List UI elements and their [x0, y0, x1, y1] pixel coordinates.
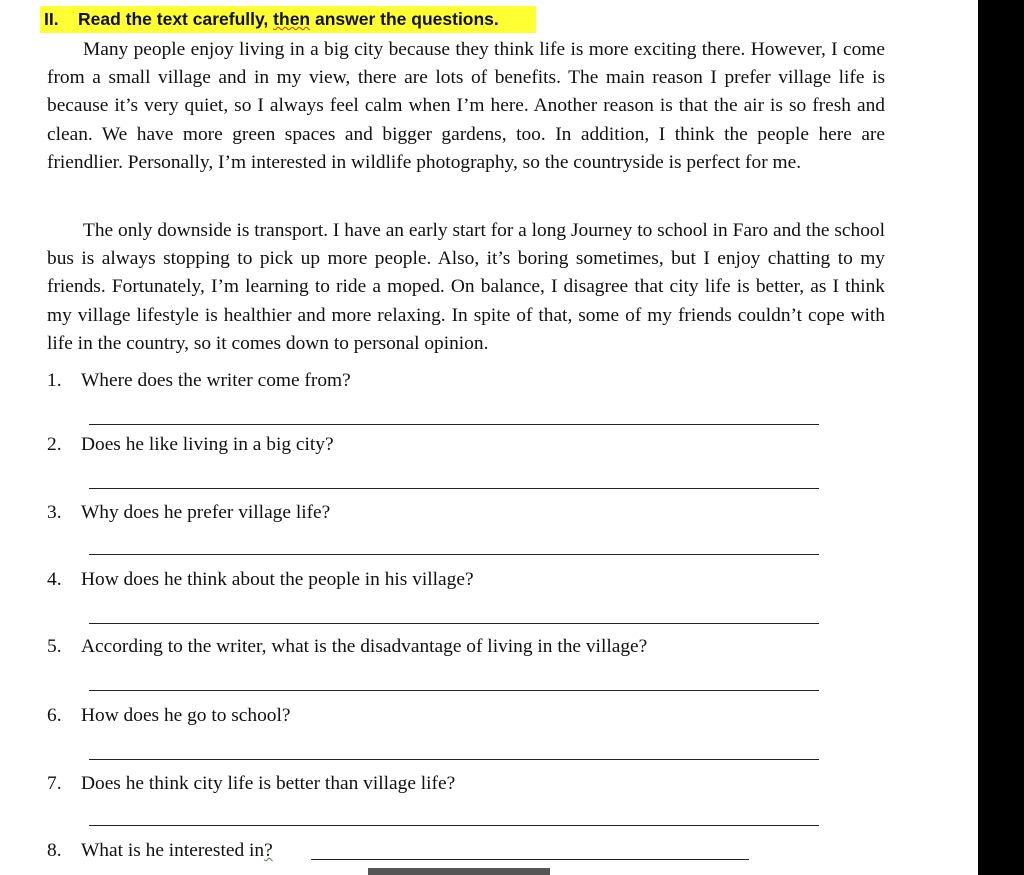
- question-text: Does he like living in a big city?: [81, 434, 334, 455]
- question-text: Why does he prefer village life?: [81, 502, 331, 523]
- question-text: Where does the writer come from?: [81, 370, 351, 391]
- answer-line-7[interactable]: [89, 825, 819, 826]
- question-text: Does he think city life is better than village life?: [81, 773, 456, 794]
- question-mark-squiggle: ?: [264, 840, 273, 861]
- question-number: 1.: [47, 370, 62, 391]
- question-number: 2.: [47, 434, 62, 455]
- passage-paragraph-1: Many people enjoy living in a big city because they think life is more exciting there. However, I come from a small village and in my view, there are lots of benefits. The main reason I prefer village life is because it’s very quiet, so I always feel calm when I’m here. Another reason is that the air is so fresh and clean. We have more green spaces and bigger gardens, too. In addition, I think the people here are friendlier. Personally, I’m interested in wildlife photography, so the countryside is perfect for me.: [47, 39, 885, 173]
- section-heading: [40, 6, 536, 33]
- question-number: 7.: [47, 773, 62, 794]
- question-number: 4.: [47, 569, 62, 590]
- answer-line-1[interactable]: [89, 424, 819, 425]
- question-text: How does he think about the people in his village?: [81, 569, 474, 590]
- answer-line-5[interactable]: [89, 690, 819, 691]
- question-text: How does he go to school?: [81, 705, 291, 726]
- instruction-start: Read the text carefully,: [78, 9, 274, 29]
- section-instruction: [78, 6, 499, 33]
- passage-paragraph-2: The only downside is transport. I have an early start for a long Journey to school in Faro and the school bus is always stopping to pick up more people. Also, it’s boring sometimes, but I enjoy chatting to my friends. Fortunately, I’m learning to ride a moped. On balance, I disagree that city life is better, as I think my village lifestyle is healthier and more relaxing. In spite of that, some of my friends couldn’t cope with life in the country, so it comes down to personal opinion.: [47, 220, 885, 354]
- answer-line-8[interactable]: [311, 859, 749, 860]
- page-bottom-edge: [368, 868, 550, 875]
- question-number: 3.: [47, 502, 62, 523]
- question-text: [81, 838, 273, 864]
- answer-line-2[interactable]: [89, 488, 819, 489]
- answer-line-6[interactable]: [89, 759, 819, 760]
- question-number: 5.: [47, 636, 62, 657]
- question-number: 6.: [47, 705, 62, 726]
- section-number: II.: [44, 9, 59, 29]
- question-text: According to the writer, what is the disadvantage of living in the village?: [81, 636, 648, 657]
- question-text-main: What is he interested in: [81, 840, 265, 861]
- answer-line-3[interactable]: [89, 554, 819, 555]
- answer-line-4[interactable]: [89, 623, 819, 624]
- question-number: 8.: [47, 840, 62, 861]
- instruction-squiggle-word: then: [273, 9, 311, 29]
- instruction-end: answer the questions.: [310, 9, 499, 29]
